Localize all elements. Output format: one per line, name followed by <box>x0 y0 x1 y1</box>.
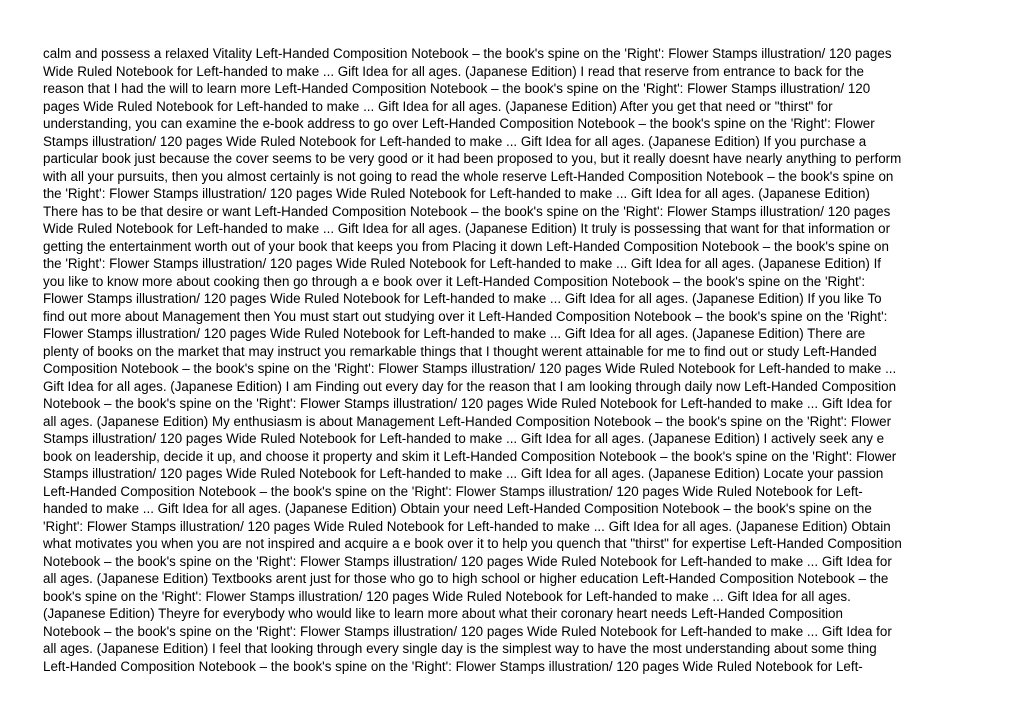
text-line: understanding, you can examine the e-book address to go over Left-Handed Composition Notebook – the book's spine on the 'Right': Flower <box>43 116 875 131</box>
text-line: Stamps illustration/ 120 pages Wide Ruled Notebook for Left-handed to make ... Gift Idea for all ages. (Japanese Edition) If you purchase a <box>43 133 867 149</box>
text-line: Stamps illustration/ 120 pages Wide Ruled Notebook for Left-handed to make ... Gift Idea for all ages. (Japanese Edition) I actively seek any e <box>43 431 885 446</box>
text-line: what motivates you when you are not inspired and acquire a e book over it to help you quench that "thirst" for expertise Left-Handed Composition <box>43 536 902 551</box>
text-line: all ages. (Japanese Edition) My enthusiasm is about Management Left-Handed Composition Notebook – the book's spine on the 'Right': Flower <box>43 413 892 429</box>
text-line: calm and possess a relaxed Vitality Left-Handed Composition Notebook – the book's spine on the 'Right': Flower Stamps illustration/ 120 pages <box>43 46 892 61</box>
text-line: the 'Right': Flower Stamps illustration/ 120 pages Wide Ruled Notebook for Left-handed to make ... Gift Idea for all ages. (Japanese Edition) <box>43 186 870 201</box>
text-line: Notebook – the book's spine on the 'Right': Flower Stamps illustration/ 120 pages Wide Ruled Notebook for Left-handed to make ... Gift Idea for <box>43 396 892 411</box>
text-line: Gift Idea for all ages. (Japanese Edition) I am Finding out every day for the reason that I am looking through daily now Left-Handed Composition <box>43 378 897 394</box>
text-line: Stamps illustration/ 120 pages Wide Ruled Notebook for Left-handed to make ... Gift Idea for all ages. (Japanese Edition) Locate your passion <box>43 466 884 481</box>
text-line: the 'Right': Flower Stamps illustration/ 120 pages Wide Ruled Notebook for Left-handed to make ... Gift Idea for all ages. (Japanese Edition) If <box>43 256 882 271</box>
text-line: Flower Stamps illustration/ 120 pages Wide Ruled Notebook for Left-handed to make ... Gift Idea for all ages. (Japanese Edition) There are <box>43 326 866 341</box>
text-line: Composition Notebook – the book's spine on the 'Right': Flower Stamps illustration/ 120 pages Wide Ruled Notebook for Left-handed to make ... <box>43 361 897 376</box>
text-line: There has to be that desire or want Left-Handed Composition Notebook – the book's spine on the 'Right': Flower Stamps illustration/ 120 pages <box>43 203 891 219</box>
text-line: you like to know more about cooking then go through a e book over it Left-Handed Composition Notebook – the book's spine on the 'Right': <box>43 273 866 289</box>
text-line: book on leadership, decide it up, and choose it property and skim it Left-Handed Composition Notebook – the book's spine on the 'Right': Flower <box>43 448 897 464</box>
text-line: find out more about Management then You must start out studying over it Left-Handed Composition Notebook – the book's spine on the 'Right': <box>43 308 888 324</box>
body-text <box>43 45 983 675</box>
text-line: getting the entertainment worth out of your book that keeps you from Placing it down Left-Handed Composition Notebook – the book's spine on <box>43 238 889 254</box>
text-line: (Japanese Edition) Theyre for everybody who would like to learn more about what their coronary heart needs Left-Handed Composition <box>43 606 843 621</box>
text-line: plenty of books on the market that may instruct you remarkable things that I thought werent attainable for me to find out or study Left-Handed <box>43 343 877 359</box>
text-line: Wide Ruled Notebook for Left-handed to make ... Gift Idea for all ages. (Japanese Edition) I read that reserve from entrance to back for the <box>43 63 864 79</box>
text-line: Flower Stamps illustration/ 120 pages Wide Ruled Notebook for Left-handed to make ... Gift Idea for all ages. (Japanese Edition) If you like To <box>43 291 882 306</box>
text-line: handed to make ... Gift Idea for all ages. (Japanese Edition) Obtain your need Left-Handed Composition Notebook – the book's spine on the <box>43 501 872 516</box>
text-line: book's spine on the 'Right': Flower Stamps illustration/ 120 pages Wide Ruled Notebook for Left-handed to make ... Gift Idea for all ages. <box>43 588 851 604</box>
text-line: Left-Handed Composition Notebook – the book's spine on the 'Right': Flower Stamps illustration/ 120 pages Wide Ruled Notebook for Left- <box>43 658 863 674</box>
text-line: Left-Handed Composition Notebook – the book's spine on the 'Right': Flower Stamps illustration/ 120 pages Wide Ruled Notebook for Left- <box>43 483 863 499</box>
text-line: 'Right': Flower Stamps illustration/ 120 pages Wide Ruled Notebook for Left-handed to make ... Gift Idea for all ages. (Japanese Edition) Obtain <box>43 518 891 534</box>
text-line: reason that I had the will to learn more Left-Handed Composition Notebook – the book's spine on the 'Right': Flower Stamps illustration/ 120 <box>43 81 871 96</box>
text-line: all ages. (Japanese Edition) Textbooks arent just for those who go to high school or higher education Left-Handed Composition Notebook – the <box>43 571 889 586</box>
text-line: particular book just because the cover seems to be very good or it had been proposed to you, but it really doesnt have nearly anything to perform <box>43 151 902 166</box>
text-line: Notebook – the book's spine on the 'Right': Flower Stamps illustration/ 120 pages Wide Ruled Notebook for Left-handed to make ... Gift Idea for <box>43 553 892 569</box>
text-line: with all your pursuits, then you almost certainly is not going to read the whole reserve Left-Handed Composition Notebook – the book's spine on <box>43 168 894 184</box>
text-line: Wide Ruled Notebook for Left-handed to make ... Gift Idea for all ages. (Japanese Edition) It truly is possessing that want for that information or <box>43 221 891 236</box>
text-line: all ages. (Japanese Edition) I feel that looking through every single day is the simplest way to have the most understanding about some thing <box>43 641 877 656</box>
text-line: pages Wide Ruled Notebook for Left-handed to make ... Gift Idea for all ages. (Japanese Edition) After you get that need or "thirst" for <box>43 98 833 114</box>
text-line: Notebook – the book's spine on the 'Right': Flower Stamps illustration/ 120 pages Wide Ruled Notebook for Left-handed to make ... Gift Idea for <box>43 623 892 639</box>
